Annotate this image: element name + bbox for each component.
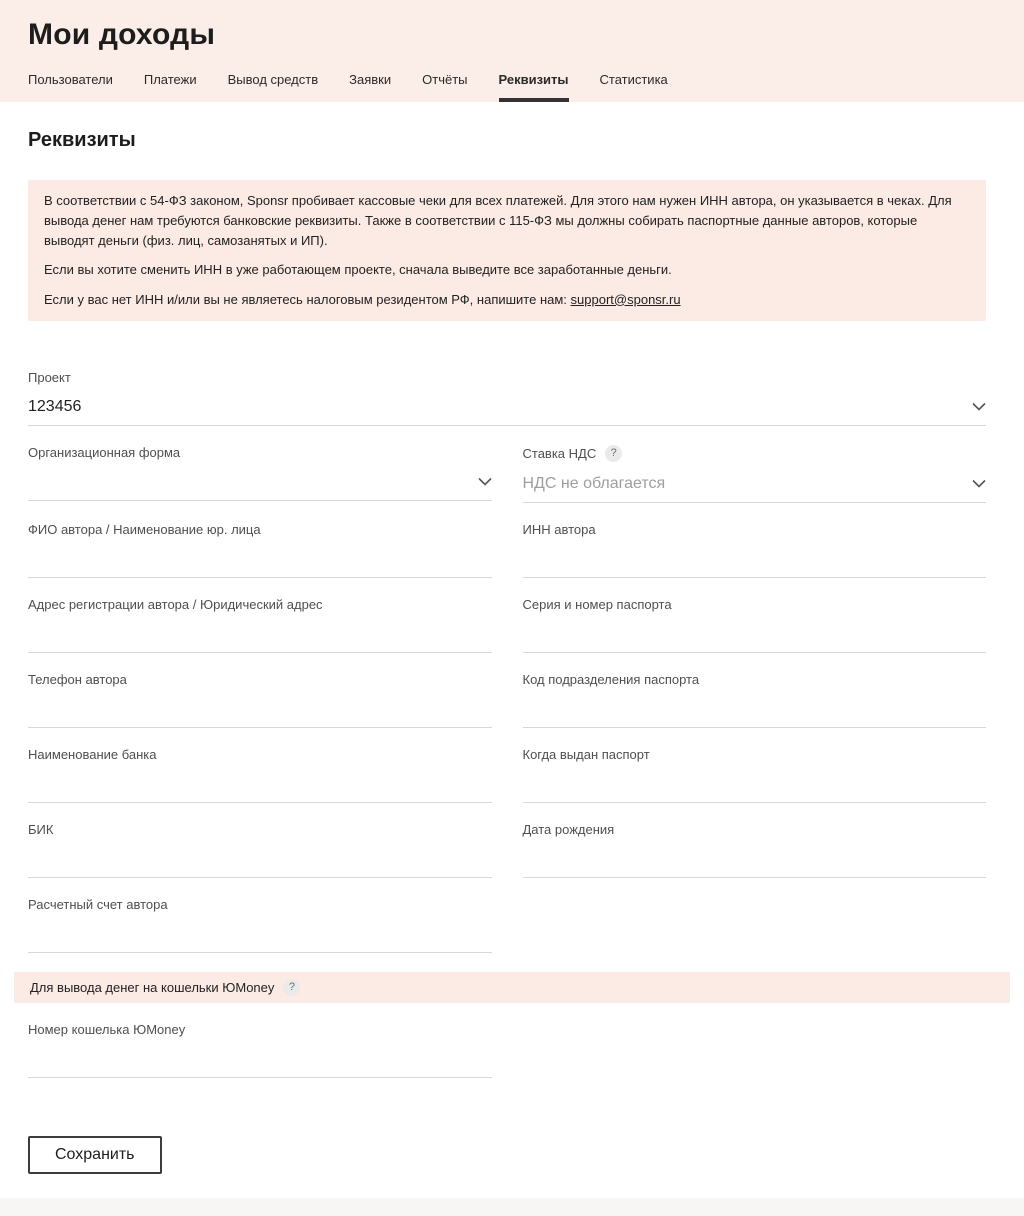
info-paragraph-support — [44, 290, 970, 310]
page-title: Мои доходы — [28, 18, 216, 51]
field-address — [28, 578, 492, 653]
tab-withdrawals[interactable]: Вывод средств — [227, 72, 319, 87]
project-selected-value: 123456 — [28, 397, 82, 415]
field-account — [28, 878, 492, 953]
field-project — [28, 351, 986, 426]
passport-dept-code-input[interactable] — [523, 687, 987, 728]
main-content — [0, 129, 1024, 1174]
info-paragraph-law: В соответствии с 54-ФЗ законом, Sponsr пробивает кассовые чеки для всех платежей. Для этого нам нужен ИНН автора, он указывается в чеках. Для вывода денег нам требуются банковские реквизиты. Также в соответствии с 115-ФЗ мы должны собирать паспортные данные авторов, которые выводят деньги (физ. лиц, самозанятых и ИП). — [44, 193, 952, 249]
org-form-label: Организационная форма — [28, 444, 181, 460]
field-passport-dept-code — [523, 653, 987, 728]
vat-selected-value: НДС не облагается — [522, 474, 666, 492]
field-passport-number — [523, 578, 987, 653]
vat-label: Ставка НДС — [522, 445, 597, 461]
address-label: Адрес регистрации автора / Юридический адрес — [28, 596, 323, 612]
save-button[interactable]: Сохранить — [28, 1136, 162, 1174]
page-header — [0, 0, 1024, 102]
inn-label: ИНН автора — [522, 521, 596, 537]
address-input[interactable] — [28, 612, 492, 653]
field-vat — [523, 426, 987, 503]
tab-statistics[interactable]: Статистика — [599, 72, 668, 87]
field-bank-name — [28, 728, 492, 803]
yumoney-wallet-input[interactable] — [28, 1037, 492, 1078]
field-inn — [523, 503, 987, 578]
project-select[interactable] — [28, 385, 986, 426]
section-heading: Реквизиты — [28, 129, 136, 151]
support-email-link[interactable]: support@sponsr.ru — [570, 291, 681, 307]
yumoney-banner-label: Для вывода денег на кошельки ЮMoney — [30, 979, 275, 995]
yumoney-banner — [14, 972, 1010, 1003]
passport-issued-input[interactable] — [523, 762, 987, 803]
bank-name-input[interactable] — [28, 762, 492, 803]
birth-date-label: Дата рождения — [522, 821, 615, 837]
field-passport-issued — [523, 728, 987, 803]
yumoney-wallet-label: Номер кошелька ЮMoney — [28, 1021, 186, 1037]
tab-bar — [28, 72, 986, 102]
bik-input[interactable] — [28, 837, 492, 878]
bik-label: БИК — [28, 821, 54, 837]
phone-input[interactable] — [28, 687, 492, 728]
chevron-down-icon — [478, 473, 492, 491]
passport-number-label: Серия и номер паспорта — [522, 596, 672, 612]
project-label: Проект — [28, 369, 71, 385]
chevron-down-icon — [972, 475, 986, 493]
field-empty-spacer — [523, 878, 987, 953]
yumoney-help-icon[interactable]: ? — [283, 979, 300, 996]
passport-issued-label: Когда выдан паспорт — [522, 746, 650, 762]
inn-input[interactable] — [523, 537, 987, 578]
legal-info-box — [28, 180, 986, 321]
tab-users[interactable]: Пользователи — [28, 72, 113, 87]
passport-number-input[interactable] — [523, 612, 987, 653]
info-support-prefix: Если у вас нет ИНН и/или вы не являетесь налоговым резидентом РФ, напишите нам: — [44, 291, 571, 307]
field-birth-date — [523, 803, 987, 878]
vat-select[interactable] — [523, 462, 987, 503]
vat-help-icon[interactable]: ? — [605, 445, 622, 462]
fio-input[interactable] — [28, 537, 492, 578]
field-fio — [28, 503, 492, 578]
org-form-select[interactable] — [28, 460, 492, 501]
tab-requisites[interactable]: Реквизиты — [499, 72, 569, 102]
field-org-form — [28, 426, 492, 503]
chevron-down-icon — [972, 398, 986, 416]
field-bik — [28, 803, 492, 878]
tab-payments[interactable]: Платежи — [143, 72, 197, 87]
birth-date-input[interactable] — [523, 837, 987, 878]
field-yumoney-wallet — [28, 1003, 492, 1078]
account-label: Расчетный счет автора — [28, 896, 168, 912]
field-phone — [28, 653, 492, 728]
passport-dept-code-label: Код подразделения паспорта — [522, 671, 700, 687]
tab-requests[interactable]: Заявки — [349, 72, 392, 87]
footer-strip — [0, 1198, 1024, 1216]
account-input[interactable] — [28, 912, 492, 953]
tab-reports[interactable]: Отчёты — [422, 72, 468, 87]
bank-name-label: Наименование банка — [28, 746, 157, 762]
phone-label: Телефон автора — [28, 671, 127, 687]
fio-label: ФИО автора / Наименование юр. лица — [28, 521, 261, 537]
info-paragraph-inn-change: Если вы хотите сменить ИНН в уже работающем проекте, сначала выведите все заработанные деньги. — [44, 262, 672, 278]
requisites-form — [28, 351, 986, 1174]
